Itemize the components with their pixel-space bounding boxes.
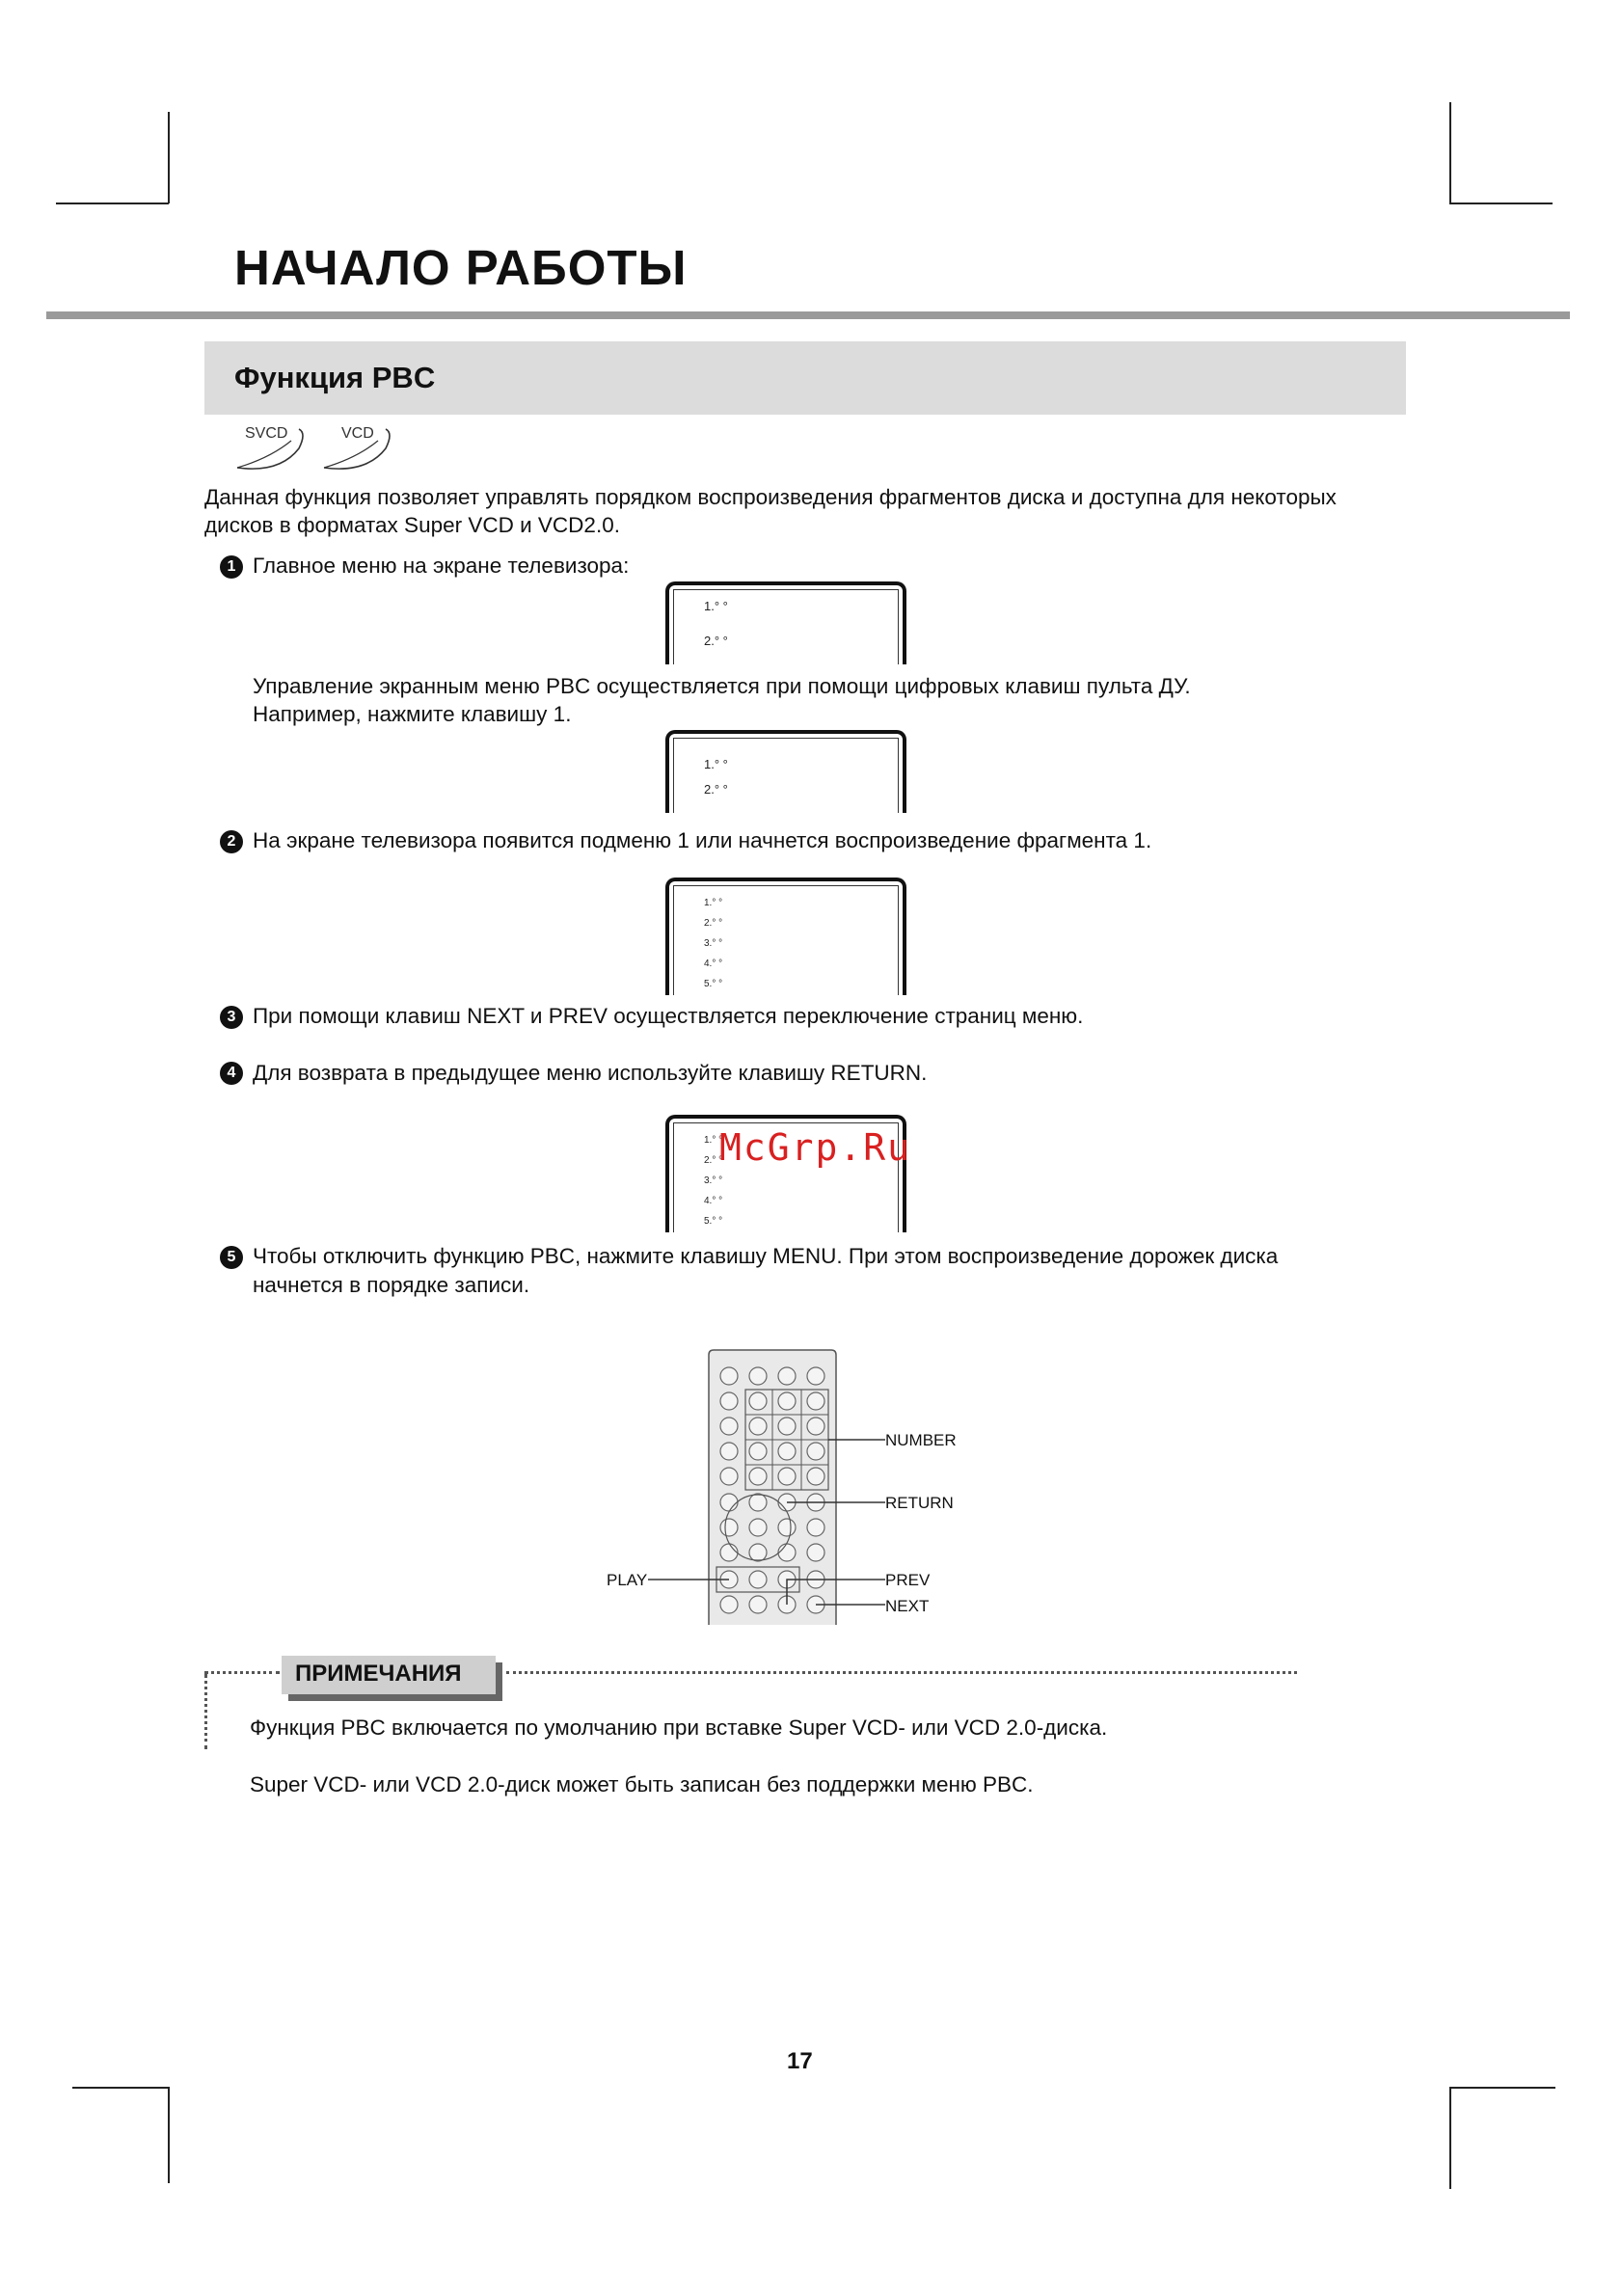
intro-line-1: Данная функция позволяет управлять порядком воспроизведения фрагментов диска и доступна для некоторых — [204, 485, 1337, 509]
step-number: 2 — [220, 830, 243, 853]
page-title: НАЧАЛО РАБОТЫ — [234, 240, 688, 295]
tv-menu-item: 1.° ° — [704, 898, 723, 908]
step-number: 3 — [220, 1006, 243, 1029]
step-text: Для возврата в предыдущее меню используйте клавишу RETURN. — [253, 1061, 928, 1085]
step-text: При помощи клавиш NEXT и PREV осуществляется переключение страниц меню. — [253, 1004, 1084, 1028]
crop-mark — [168, 2087, 170, 2183]
page-number: 17 — [787, 2048, 813, 2074]
section-title: Функция PBC — [234, 361, 436, 394]
label-return: RETURN — [885, 1494, 954, 1512]
tv-screen — [665, 730, 906, 813]
step-text: Главное меню на экране телевизора: — [253, 554, 630, 578]
tv-menu-item: 5.° ° — [704, 979, 723, 989]
intro-line-2: дисков в форматах Super VCD и VCD2.0. — [204, 513, 620, 537]
tv-menu-item: 2.° ° — [704, 918, 723, 929]
tv-menu-item: 1.° ° — [704, 599, 728, 613]
tv-menu-item: 4.° ° — [704, 1196, 723, 1206]
tv-menu-item: 4.° ° — [704, 959, 723, 969]
tv-menu-item: 2.° ° — [704, 782, 728, 797]
watermark: McGrp.Ru — [719, 1126, 912, 1169]
step-text: Чтобы отключить функцию PBC, нажмите клавишу MENU. При этом воспроизведение дорожек диска — [253, 1244, 1279, 1268]
step-text: На экране телевизора появится подменю 1 или начнется воспроизведение фрагмента 1. — [253, 828, 1152, 852]
crop-mark — [56, 203, 169, 204]
notes-dotted-rule-left — [204, 1671, 280, 1674]
step-number: 5 — [220, 1246, 243, 1269]
tv-menu-item: 1.° ° — [704, 1135, 723, 1146]
tv-menu-item: 2.° ° — [704, 634, 728, 648]
notes-dotted-rule-right — [506, 1671, 1297, 1674]
crop-mark — [1449, 203, 1553, 204]
svcd-badge: SVCD — [245, 425, 288, 442]
tv-menu-item: 3.° ° — [704, 1175, 723, 1186]
crop-mark — [1449, 2087, 1451, 2189]
notes-dotted-rule-vertical — [204, 1674, 207, 1749]
label-next: NEXT — [885, 1597, 930, 1615]
step1-extra-line-1: Управление экранным меню PBC осуществляется при помощи цифровых клавиш пульта ДУ. — [253, 674, 1191, 698]
note-line: Функция PBC включается по умолчанию при вставке Super VCD- или VCD 2.0-диска. — [250, 1715, 1108, 1740]
crop-mark — [1449, 102, 1451, 204]
notes-title: ПРИМЕЧАНИЯ — [282, 1656, 496, 1694]
tv-menu-item: 5.° ° — [704, 1216, 723, 1227]
label-number: NUMBER — [885, 1431, 957, 1449]
crop-mark — [72, 2087, 169, 2089]
tv-menu-item: 3.° ° — [704, 938, 723, 949]
tv-screen — [665, 581, 906, 664]
vcd-badge: VCD — [341, 425, 374, 442]
step1-extra-line-2: Например, нажмите клавишу 1. — [253, 702, 572, 726]
tv-menu-item: 1.° ° — [704, 757, 728, 771]
note-line: Super VCD- или VCD 2.0-диск может быть записан без поддержки меню PBC. — [250, 1772, 1034, 1796]
crop-mark — [168, 112, 170, 203]
title-rule — [46, 311, 1570, 319]
crop-mark — [1449, 2087, 1555, 2089]
tv-screen — [665, 878, 906, 995]
step-number: 4 — [220, 1062, 243, 1085]
label-play: PLAY — [607, 1571, 648, 1589]
step-number: 1 — [220, 555, 243, 579]
label-prev: PREV — [885, 1571, 931, 1589]
tv-menu-item: 2.° ° — [704, 1155, 723, 1166]
step-text-continued: начнется в порядке записи. — [253, 1273, 530, 1297]
